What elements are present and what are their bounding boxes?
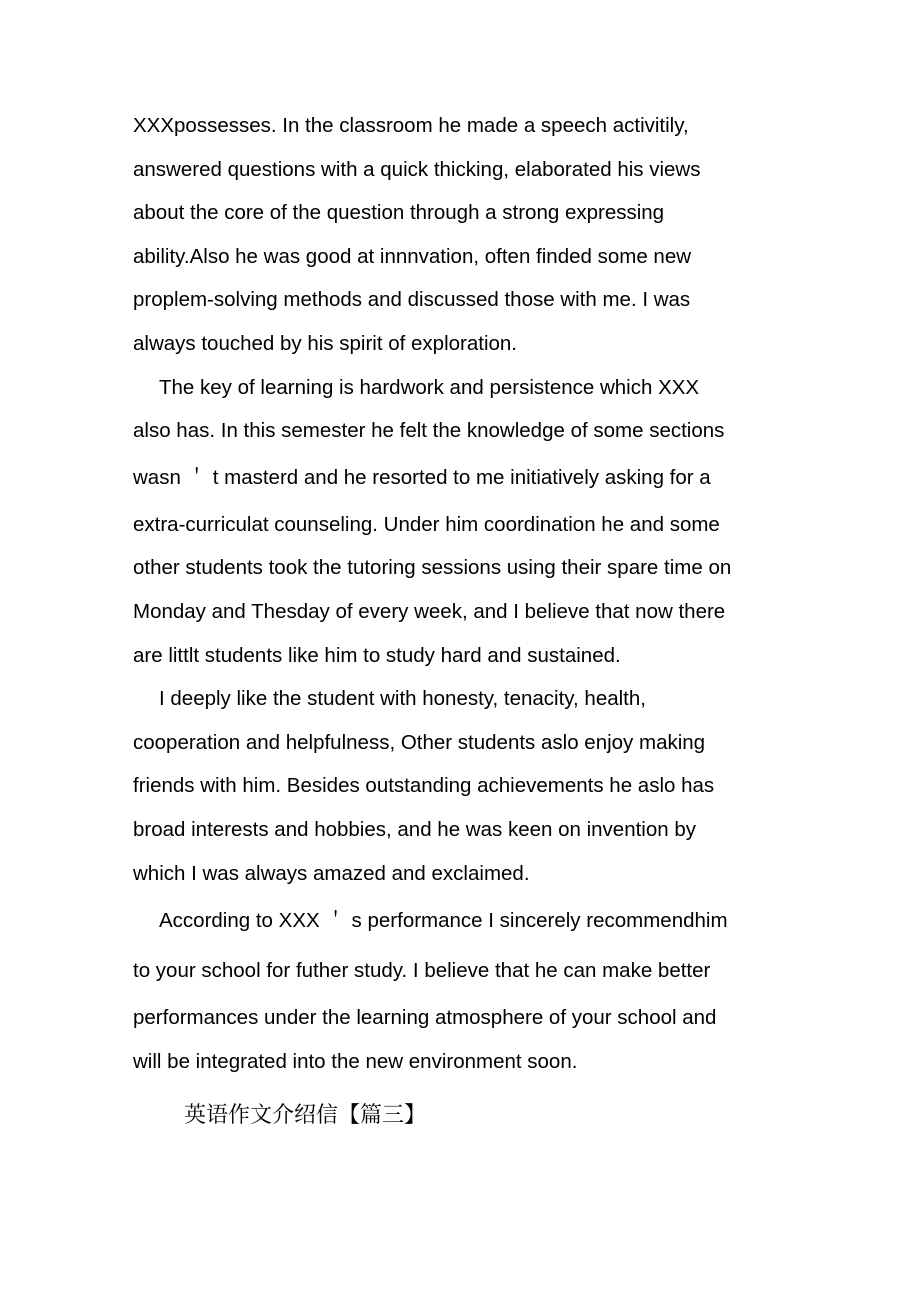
section-heading: 英语作文介绍信【篇三】 [184,1103,427,1128]
text-line: friends with him. Besides outstanding achievements he aslo has [133,774,715,798]
text-line: which I was always amazed and exclaimed. [133,861,530,885]
text-line: According to XXX ＇ s performance I sincerely recommendhim [159,909,728,933]
text-line: wasn ＇ t masterd and he resorted to me initiatively asking for a [133,465,711,489]
text-line: broad interests and hobbies, and he was keen on invention by [133,817,696,841]
text-line: performances under the learning atmosphere of your school and [133,1006,717,1030]
text-line: other students took the tutoring sessions using their spare time on [133,556,732,580]
text-line: The key of learning is hardwork and persistence which XXX [159,375,700,399]
text-line: to your school for futher study. I believe that he can make better [133,959,711,983]
paragraph-3 [133,677,793,895]
text-line: are littlt students like him to study hard and sustained. [133,643,621,667]
text-line: XXXpossesses. In the classroom he made a speech activitily, [133,114,689,137]
paragraph-1 [133,104,793,366]
text-line: extra-curriculat counseling. Under him coordination he and some [133,512,720,536]
text-line: I deeply like the student with honesty, tenacity, health, [159,687,646,711]
text-line: Monday and Thesday of every week, and I believe that now there [133,599,726,623]
letter-body [133,104,793,1083]
paragraph-4 [133,895,793,1083]
text-line: proplem-solving methods and discussed those with me. I was [133,288,691,312]
text-line: about the core of the question through a strong expressing [133,201,665,225]
text-line: answered questions with a quick thicking, elaborated his views [133,157,701,181]
text-line: ability.Also he was good at innnvation, often finded some new [133,244,692,268]
text-line: will be integrated into the new environment soon. [133,1049,578,1073]
text-line: always touched by his spirit of exploration. [133,331,518,355]
paragraph-2 [133,366,793,678]
text-line: cooperation and helpfulness, Other students aslo enjoy making [133,730,706,754]
text-line: also has. In this semester he felt the knowledge of some sections [133,419,725,443]
